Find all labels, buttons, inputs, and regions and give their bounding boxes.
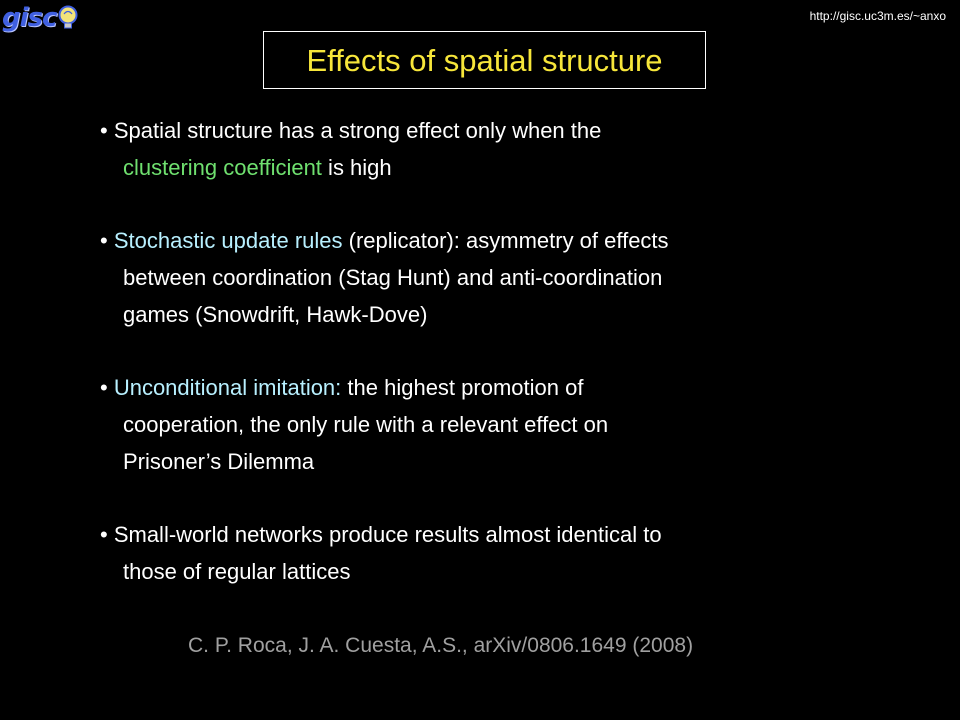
bullet-text: • Spatial structure has a strong effect only when the — [100, 118, 602, 143]
bullet-unconditional-imitation — [100, 369, 900, 480]
bullet-line — [100, 222, 900, 259]
lightbulb-icon — [57, 5, 79, 31]
title-box — [263, 31, 706, 89]
bullet-text: is high — [321, 155, 392, 180]
citation-reference: C. P. Roca, J. A. Cuesta, A.S., arXiv/0806.1649 (2008) — [188, 634, 694, 657]
bullet-line: • Small-world networks produce results almost identical to — [100, 522, 662, 547]
bullet-line — [100, 112, 900, 149]
bullet-list — [100, 112, 900, 590]
logo-text: gisc — [2, 3, 57, 33]
bullet-spatial-structure — [100, 112, 900, 186]
bullet-line — [100, 149, 900, 186]
bullet-marker: • — [100, 375, 114, 400]
bullet-line: games (Snowdrift, Hawk-Dove) — [123, 302, 428, 327]
highlight-clustering-coefficient: clustering coefficient — [123, 155, 322, 180]
slide-title: Effects of spatial structure — [306, 42, 663, 78]
website-url[interactable]: http://gisc.uc3m.es/~anxo — [809, 9, 946, 23]
bullet-stochastic-update — [100, 222, 900, 333]
bullet-line — [100, 369, 900, 406]
bullet-marker: • — [100, 228, 114, 253]
bullet-line: those of regular lattices — [123, 559, 351, 584]
bullet-line: cooperation, the only rule with a relevant effect on — [123, 412, 609, 437]
highlight-unconditional-imitation: Unconditional imitation: — [113, 375, 342, 400]
bullet-text: (replicator): asymmetry of effects — [342, 228, 669, 253]
gisc-logo — [2, 2, 88, 34]
bullet-line: between coordination (Stag Hunt) and anti-coordination — [123, 265, 663, 290]
bullet-line: Prisoner’s Dilemma — [123, 449, 315, 474]
bullet-small-world — [100, 516, 900, 590]
highlight-stochastic-update-rules: Stochastic update rules — [113, 228, 343, 253]
bullet-text: the highest promotion of — [341, 375, 584, 400]
